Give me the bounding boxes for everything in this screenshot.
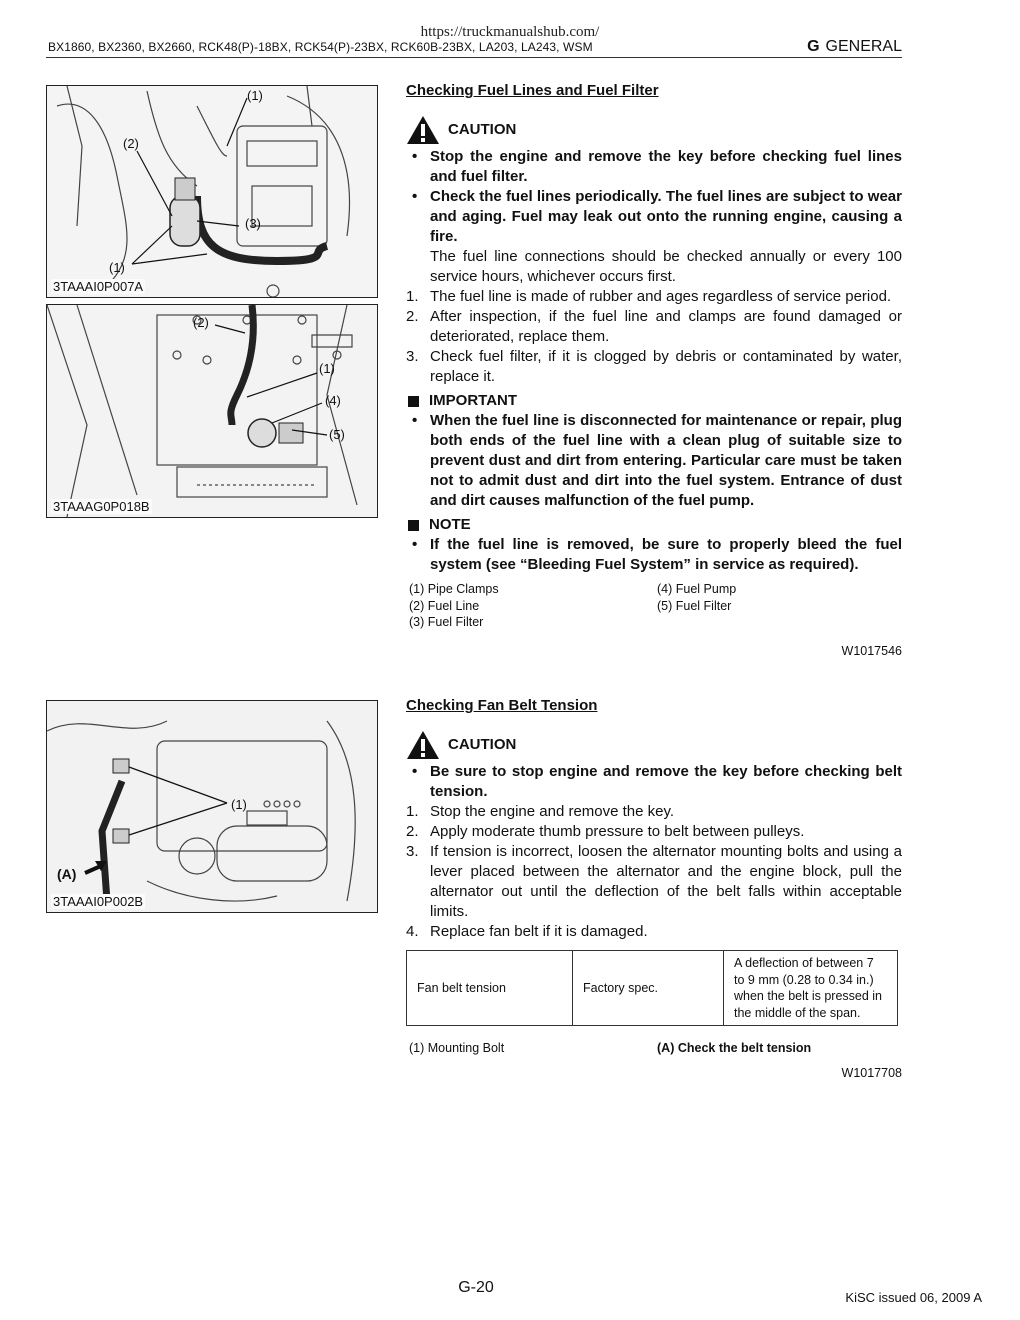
figure-code: 3TAAAG0P018B	[53, 499, 150, 514]
fig1-callout-2: (2)	[123, 136, 139, 151]
fig2-callout-2: (2)	[193, 315, 209, 330]
legend-item: (5) Fuel Filter	[657, 598, 732, 613]
caution-heading	[406, 730, 902, 760]
step-list	[406, 802, 902, 942]
important-heading	[406, 391, 902, 411]
document-code: W1017546	[841, 643, 902, 658]
step-text: Apply moderate thumb pressure to belt between pulleys.	[430, 823, 805, 840]
section-letter: G	[807, 38, 820, 55]
caution-heading	[406, 115, 902, 145]
source-url: https://truckmanualshub.com/	[420, 24, 600, 40]
step-number: 1.	[406, 288, 419, 305]
list-item	[406, 287, 902, 307]
figure-code: 3TAAAI0P007A	[53, 279, 144, 294]
fig2-callout-4: (4)	[325, 393, 341, 408]
spec-table	[406, 950, 898, 1026]
caution-label: CAUTION	[448, 121, 517, 138]
section-heading: Checking Fan Belt Tension	[406, 697, 598, 714]
intro-paragraph	[406, 247, 902, 287]
list-item	[406, 922, 902, 942]
fuel-pump-illustration	[47, 305, 377, 517]
caution-list	[406, 147, 902, 247]
step-text: The fuel line is made of rubber and ages regardless of service period.	[430, 288, 892, 305]
legend-item: (1) Mounting Bolt	[409, 1041, 505, 1055]
section-name: GENERAL	[825, 38, 902, 55]
list-item: • Stop the engine and remove the key before checking fuel lines and fuel filter.	[406, 147, 902, 187]
fig1-callout-3: (3)	[245, 216, 261, 231]
legend-item: (A) Check the belt tension	[657, 1041, 812, 1055]
list-item: • Be sure to stop engine and remove the key before checking belt tension.	[406, 762, 902, 802]
header-rule	[46, 57, 902, 58]
note-heading	[406, 515, 902, 535]
fig1-callout-1b: (1)	[109, 260, 125, 275]
warning-triangle-icon	[406, 115, 440, 145]
issue-note: KiSC issued 06, 2009 A	[845, 1290, 982, 1305]
caution-label: CAUTION	[448, 736, 517, 753]
step-number: 3.	[406, 348, 419, 365]
figure-fan-belt	[46, 700, 378, 913]
fig2-callout-5: (5)	[329, 427, 345, 442]
list-item	[406, 822, 902, 842]
note-label: NOTE	[429, 516, 471, 533]
figure-fuel-lines	[46, 85, 378, 298]
figure-fuel-pump	[46, 304, 378, 518]
legend-item: (2) Fuel Line	[409, 598, 480, 613]
fig1-callout-1: (1)	[247, 88, 263, 103]
fig2-callout-1: (1)	[319, 361, 335, 376]
step-number: 3.	[406, 843, 419, 860]
step-text: Stop the engine and remove the key.	[430, 803, 675, 820]
table-cell-item: Fan belt tension	[407, 951, 573, 1026]
legend-item: (4) Fuel Pump	[657, 582, 737, 596]
table-cell-spec-type: Factory spec.	[573, 951, 724, 1026]
legend-item: (1) Pipe Clamps	[409, 582, 499, 596]
list-item	[406, 307, 902, 347]
belt-section	[406, 696, 902, 1083]
step-text: Check fuel filter, if it is clogged by debris or contaminated by water, replace it.	[430, 348, 902, 385]
list-item: • When the fuel line is disconnected for maintenance or repair, plug both ends of the fuel line with a clean plug of suitable size to prevent dust and dirt from entering. Particular care must be taken not to admit dust and dirt into the fuel system. Entrance of dust and dirt causes malfunction of the fuel pump.	[406, 411, 902, 511]
caution-list	[406, 762, 902, 802]
section-title	[807, 38, 902, 56]
square-bullet-icon	[408, 396, 419, 407]
list-item	[406, 347, 902, 387]
step-text: If tension is incorrect, loosen the alternator mounting bolts and using a lever placed between the alternator and the engine block, pull the alternator out until the deflection of the belt falls within acceptable limits.	[430, 843, 902, 920]
step-list	[406, 287, 902, 387]
model-list: BX1860, BX2360, BX2660, RCK48(P)-18BX, RCK54(P)-23BX, RCK60B-23BX, LA203, LA243, WSM	[48, 40, 593, 54]
page-number: G-20	[458, 1279, 494, 1296]
list-item	[406, 802, 902, 822]
fuel-section	[406, 81, 902, 661]
step-number: 4.	[406, 923, 419, 940]
fuel-lines-illustration	[47, 86, 377, 297]
step-number: 2.	[406, 308, 419, 325]
list-item: • If the fuel line is removed, be sure to properly bleed the fuel system (see “Bleeding Fuel System” in service as required).	[406, 535, 902, 575]
legend-item: (3) Fuel Filter	[409, 615, 484, 629]
legend-item	[654, 614, 902, 631]
fig3-callout-a: (A)	[57, 866, 77, 882]
figure-legend	[406, 581, 902, 631]
intro-text: The fuel line connections should be checked annually or every 100 service hours, whichever occurs first.	[430, 248, 902, 285]
list-item	[406, 842, 902, 922]
step-number: 1.	[406, 803, 419, 820]
section-heading: Checking Fuel Lines and Fuel Filter	[406, 82, 659, 99]
document-code: W1017708	[841, 1065, 902, 1080]
step-text: Replace fan belt if it is damaged.	[430, 923, 648, 940]
important-label: IMPORTANT	[429, 392, 518, 409]
warning-triangle-icon	[406, 730, 440, 760]
table-cell-value: A deflection of between 7 to 9 mm (0.28 to 0.34 in.) when the belt is pressed in the middle of the span.	[724, 951, 898, 1026]
figure-legend	[406, 1040, 902, 1057]
square-bullet-icon	[408, 520, 419, 531]
fan-belt-illustration	[47, 701, 377, 912]
step-number: 2.	[406, 823, 419, 840]
table-row	[407, 951, 898, 1026]
figure-code: 3TAAAI0P002B	[53, 894, 144, 909]
important-list	[406, 411, 902, 511]
list-item: • Check the fuel lines periodically. The fuel lines are subject to wear and aging. Fuel may leak out onto the running engine, causing a fire.	[406, 187, 902, 247]
step-text: After inspection, if the fuel line and clamps are found damaged or deteriorated, replace them.	[430, 308, 902, 345]
note-list	[406, 535, 902, 575]
fig3-callout-1: (1)	[231, 797, 247, 812]
